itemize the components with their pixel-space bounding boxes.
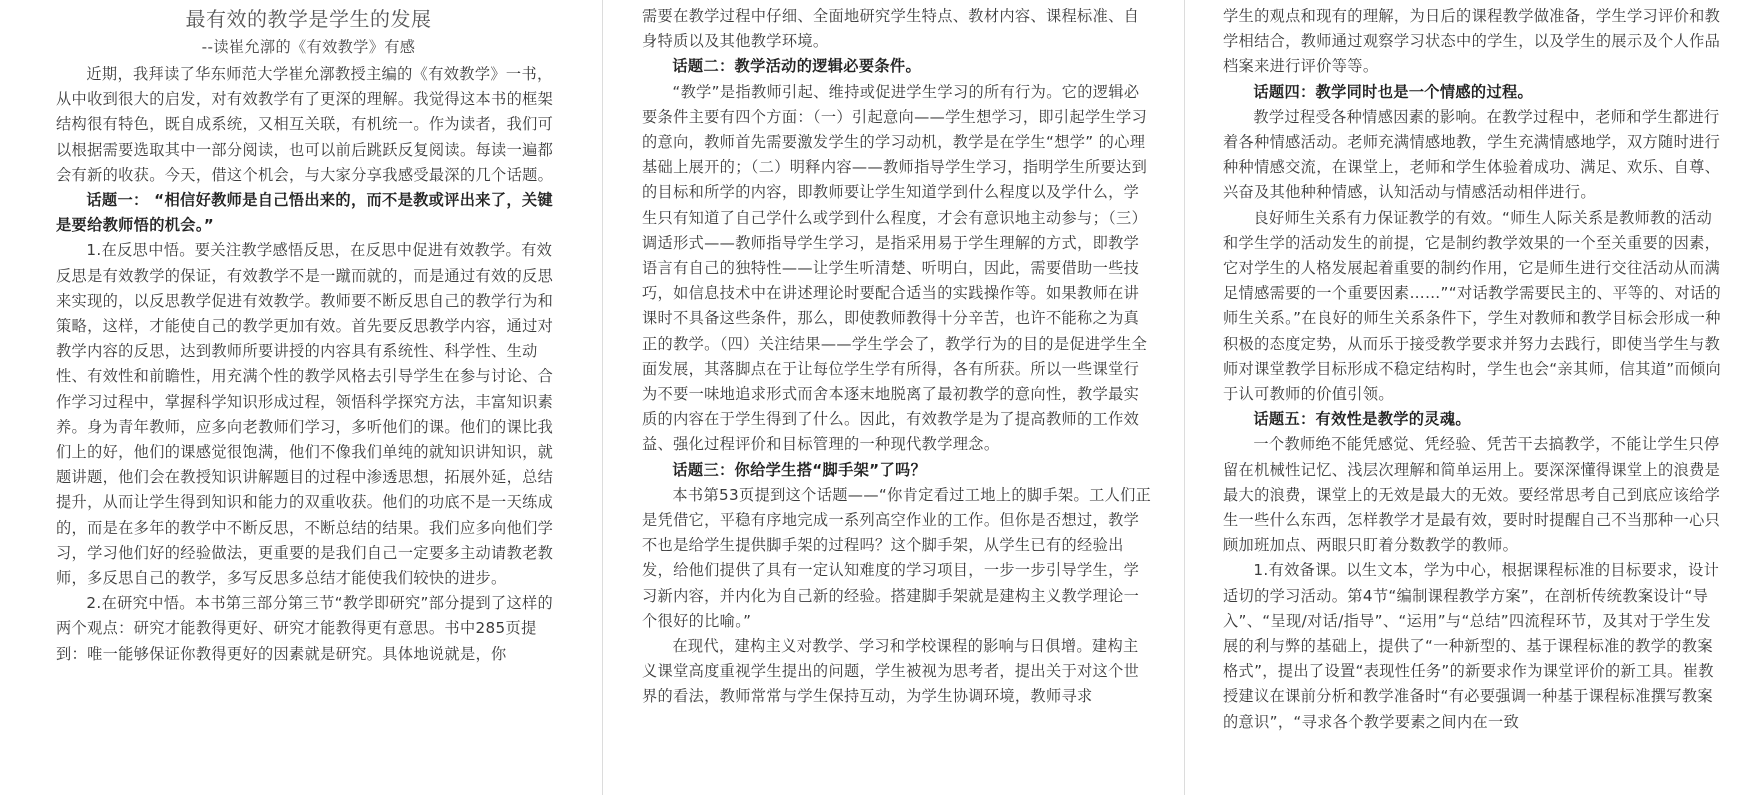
page-divider (602, 0, 603, 795)
page-title: 最有效的教学是学生的发展 (185, 7, 432, 31)
document-page-1 (0, 0, 605, 795)
document-page-3 (1187, 0, 1761, 795)
heading-topic-4: 话题四：教学同时也是一个情感的过程。 (1253, 82, 1534, 101)
paragraph-reflection: 1.在反思中悟。要关注教学感悟反思，在反思中促进有效教学。有效反思是有效教学的保证，有效教学不是一蹴而就的，而是通过有效的反思来实现的，以反思教学促进有效教学。教师要不断反思自己的教学行为和策略，这样，才能使自己的教学更加有效。首先要反思教学内容，通过对教学内容的反思，达到教师所要讲授的内容具有系统性、科学性、生动性、有效性和前瞻性，用充满个性的教学风格去引导学生在参与讨论、合作学习过程中，掌握科学知识形成过程，领悟科学探究方法，丰富知识素养。身为青年教师，应多向老教师们学习，多听他们的课。他们的课比我们上的好，他们的课感觉很饱满，他们不像我们单纯的就知识讲知识，就题讲题，他们会在教授知识讲解题目的过程中渗透思想，拓展外延，总结提升，从而让学生得到知识和能力的双重收获。他们的功底不是一天练成的，而是在多年的教学中不断反思，不断总结的结果。我们应多向他们学习，学习他们好的经验做法，更重要的是我们自己一定要多主动请教老教师，多反思自己的教学，多写反思多总结才能使我们较快的进步。 (56, 241, 554, 588)
paragraph-continued: 需要在教学过程中仔细、全面地研究学生特点、教材内容、课程标准、自身特质以及其他教学环境。 (642, 7, 1140, 51)
paragraph-constructivism: 在现代，建构主义对教学、学习和学校课程的影响与日俱增。建构主义课堂高度重视学生提出的问题，学生被视为思考者，提出关于对这个世界的看法，教师常常与学生保持互动，为学生协调环境，教师寻求 (642, 637, 1140, 706)
heading-topic-3: 话题三：你给学生搭“脚手架”了吗？ (672, 460, 927, 479)
paragraph-emotion: 教学过程受各种情感因素的影响。在教学过程中，老师和学生都进行着各种情感活动。老师充满情感地教，学生充满情感地学，双方随时进行种种情感交流，在课堂上，老师和学生体验着成功、满足、欢乐、自尊、兴奋及其他种种情感，认知活动与情感活动相伴进行。 (1223, 107, 1721, 202)
page-subtitle: --读崔允漷的《有效教学》有感 (201, 38, 416, 56)
heading-topic-5: 话题五：有效性是教学的灵魂。 (1253, 410, 1471, 429)
page-divider (1184, 0, 1185, 795)
heading-topic-1: 话题一： “相信好教师是自己悟出来的，而不是教或评出来了，关键是要给教师悟的机会。” (56, 191, 553, 235)
paragraph-research: 2.在研究中悟。本书第三部分第三节“教学即研究”部分提到了这样的两个观点：研究才能教得更好、研究才能教得更有意思。书中285页提到：唯一能够保证你教得更好的因素就是研究。具体地说就是，你 (56, 594, 554, 663)
paragraph-teaching-conditions: “教学”是指教师引起、维持或促进学生学习的所有行为。它的逻辑必要条件主要有四个方面：（一）引起意向——学生想学习，即引起学生学习的意向，教师首先需要激发学生的学习动机，教学是在学生“想学” 的心理基础上展开的；（二）明释内容——教师指导学生学习，指明学生所要达到的目标和所学的内容，即教师要让学生知道学到什么程度以及学什么，学生只有知道了自己学什么或学到什么程度，才会有意识地主动参与；（三）调适形式——教师指导学生学习，是指采用易于学生理解的方式，即教学语言有自己的独特性——让学生听清楚、听明白，因此，需要借助一些技巧，如信息技术中在讲述理论时要配合适当的实践操作等。如果教师在讲课时不具备这些条件，那么，即使教师教得十分辛苦，也许不能称之为真正的教学。（四）关注结果——学生学会了，教学行为的目的是促进学生全面发展，其落脚点在于让每位学生学有所得，各有所获。所以一些课堂行为不要一味地追求形式而舍本逐末地脱离了最初教学的意向性，教学最实质的内容在于学生得到了什么。因此，有效教学是为了提高教师的工作效益、强化过程评价和目标管理的一种现代教学理念。 (642, 82, 1148, 454)
heading-topic-2: 话题二：教学活动的逻辑必要条件。 (672, 57, 921, 76)
paragraph-continued: 学生的观点和现有的理解，为日后的课程教学做准备，学生学习评价和教学相结合，教师通过观察学习状态中的学生，以及学生的展示及个人作品档案来进行评价等等。 (1223, 7, 1721, 76)
paragraph-scaffold: 本书第53页提到这个话题——“你肯定看过工地上的脚手架。工人们正是凭借它，平稳有序地完成一系列高空作业的工作。但你是否想过，教学不也是给学生提供脚手架的过程吗？这个脚手架，从学生已有的经验出发，给他们提供了具有一定认知难度的学习项目，一步一步引导学生，学习新内容，并内化为自己新的经验。搭建脚手架就是建构主义教学理论一个很好的比喻。” (642, 485, 1152, 630)
paragraph-lesson-prep: 1.有效备课。以生文本，学为中心，根据课程标准的目标要求，设计适切的学习活动。第4节“编制课程教学方案”，在剖析传统教案设计“导入”、“呈现/对话/指导”、“运用”与“总结”四流程环节，及其对于学生发展的利与弊的基础上，提供了“一种新型的、基于课程标准的教学的教案格式”，提出了设置“表现性任务”的新要求作为课堂评价的新工具。崔教授建议在课前分析和教学准备时“有必要强调一种基于课程标准撰写教案的意识”，“寻求各个教学要素之间内在一致 (1223, 561, 1720, 731)
paragraph-relationship: 良好师生关系有力保证教学的有效。“师生人际关系是教师教的活动和学生学的活动发生的前提，它是制约教学效果的一个至关重要的因素，它对学生的人格发展起着重要的制约作用，它是师生进行交往活动从而满足情感需要的一个重要因素……”“对话教学需要民主的、平等的、对话的师生关系。”在良好的师生关系条件下，学生对教师和教学目标会形成一种积极的态度定势，从而乐于接受教学要求并努力去践行，即使当学生与教师对课堂教学目标形成不稳定结构时，学生也会“亲其师，信其道”而倾向于认可教师的价值引领。 (1223, 208, 1722, 404)
paragraph-effectiveness: 一个教师绝不能凭感觉、凭经验、凭苦干去搞教学，不能让学生只停留在机械性记忆、浅层次理解和简单运用上。要深深懂得课堂上的浪费是最大的浪费，课堂上的无效是最大的无效。要经常思考自己到底应该给学生一些什么东西，怎样教学才是最有效，要时时提醒自己不当那种一心只顾加班加点、两眼只盯着分数教学的教师。 (1223, 435, 1721, 555)
paragraph-intro: 近期，我拜读了华东师范大学崔允漷教授主编的《有效教学》一书，从中收到很大的启发，对有效教学有了更深的理解。我觉得这本书的框架结构很有特色，既自成系统，又相互关联，有机统一。作为读者，我们可以根据需要选取其中一部分阅读，也可以前后跳跃反复阅读。每读一遍都会有新的收获。今天，借这个机会，与大家分享我感受最深的几个话题。 (56, 65, 554, 184)
document-page-2 (606, 0, 1186, 795)
